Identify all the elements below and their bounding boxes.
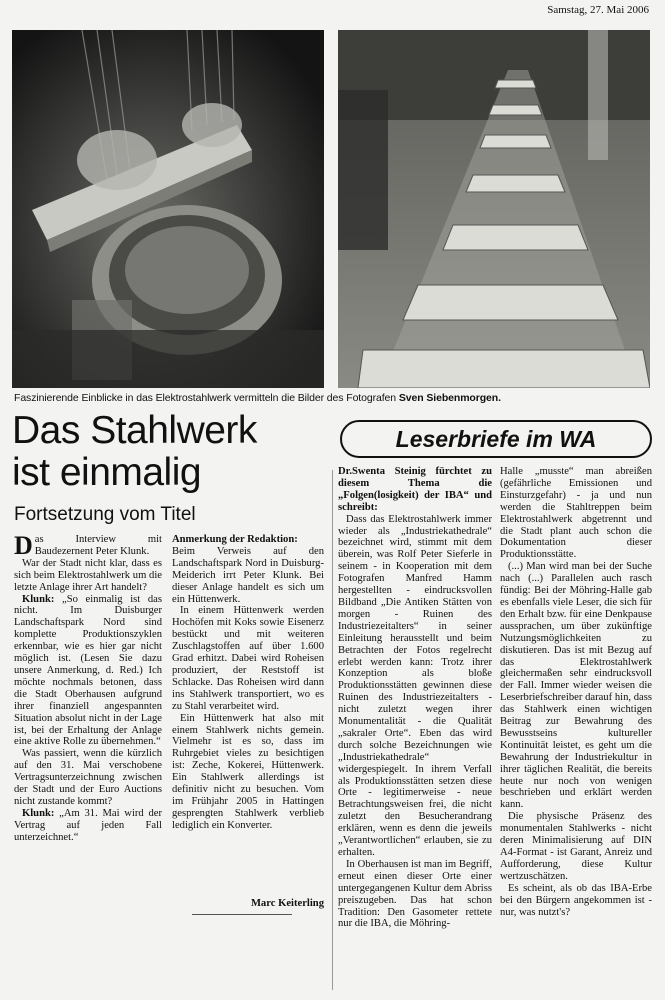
- editorial-paragraph: Ein Hüttenwerk hat also mit einem Stahlwerk nichts gemein. Vielmehr ist es so, dass im Ruhrgebiet vieles zu besichtigen ist: Zeche, Kokerei, Hüttenwerk. Ein Stahlwerk allerdings ist definitiv nicht zu besuchen. Vom im Frühjahr 2005 in Hattingen gesprengten Stahlwerk verblieb lediglich ein Konverter.: [172, 712, 324, 831]
- interview-intro: [14, 531, 162, 560]
- letter-column-2: [500, 466, 652, 918]
- speaker-label: Klunk:: [22, 807, 55, 819]
- editorial-paragraph: In einem Hüttenwerk werden Hochöfen mit Koks sowie Eisenerz bestückt und mit weiteren Zuschlagstoffen auf über 1.600 Grad erhitzt. Dabei wird Roheisen produziert, der Reststoff ist Schlacke. Das Roheisen wird dann ins Stahlwerk transportiert, wo es zu Stahl verarbeitet wird.: [172, 605, 324, 712]
- drop-cap: D: [14, 531, 33, 560]
- editorial-note-column: [172, 534, 324, 832]
- editorial-note-heading: Anmerkung der Redaktion:: [172, 534, 298, 545]
- photographer-credit: Sven Siebenmorgen.: [398, 392, 501, 404]
- letter-paragraph: Es scheint, als ob das IBA-Erbe bei den Bürgern angekommen ist - nur, was nutzt's?: [500, 882, 652, 918]
- photo-conveyor-line: [338, 30, 650, 388]
- editorial-paragraph: Beim Verweis auf den Landschaftspark Nord in Duisburg-Meiderich irrt Peter Klunk. Bei dieser Anlage handelt es sich um ein Hüttenwerk.: [172, 545, 324, 605]
- letter-paragraph: Dass das Elektrostahlwerk immer wieder als „Industriekathedrale“ bezeichnet wird, stimmt mit dem überein, was Rolf Peter Sieferle in seinem - in Kooperation mit dem Fotografen Manfred Hamm hergestellten - eindrucksvollen Bildband „Die Antiken Stätten von morgen - Ruinen des Industriezeitalters“ in seiner Einleitung herausstellt und beim Betrachten der Fotos regelrecht erlebt werden kann: Trotz ihrer Konzeption als bloße Produktionsstätten gewinnen diese Ruinen des Industriezeitalters - nicht zuletzt wegen ihrer Monumentalität - die Qualität „sakraler Orte“. Eben das wird durch solche Bezeichnungen wie „Industriekathedrale“ widergespiegelt. In ihrem Verfall als Produktionsstätten setzen diese Orte - legitimerweise - neue Betrachtungsweisen frei, die nicht zuletzt den Besucherandrang erklären, wenn es denn die jeweils „Verantwortlichen“ erlauben, sie zu erhalten.: [338, 513, 492, 858]
- letter-paragraph: Halle „musste“ man abreißen (gefährliche Emissionen und Einsturzgefahr) - ja und nun werden die Stahltreppen beim Elektrostahlwerk abgetrennt und die Stadt plant auch schon die Dokumentation dieser Produktionsstätte.: [500, 466, 652, 561]
- column-divider: [332, 470, 333, 990]
- interview-column: [14, 531, 162, 844]
- headline-line-1: Das Stahlwerk: [12, 409, 257, 452]
- divider-rule: [192, 914, 292, 915]
- issue-date: Samstag, 27. Mai 2006: [547, 4, 649, 16]
- caption-text: Faszinierende Einblicke in das Elektrostahlwerk vermitteln die Bilder des Fotografen: [14, 392, 399, 404]
- section-banner: Leserbriefe im WA: [340, 420, 652, 458]
- answer-text: „So einmalig ist das nicht. Im Duisburger Landschaftspark Nord sind komplette Produktionszyklen erkennbar, wie es hier gar nicht möglich ist. (Lesen Sie dazu unsere Anmerkung, d. Red.) Ich möchte nochmals betonen, dass die Stadt Oberhausen aufgrund ihrer finanziell angespannten Situation absolut nicht in der Lage ist, bei der Erhaltung der Anlage eine aktive Rolle zu übernehmen.“: [14, 593, 162, 748]
- subheadline: Fortsetzung vom Titel: [14, 504, 196, 525]
- letter-paragraph: Die physische Präsenz des monumentalen Stahlwerks - nicht deren Minimalisierung auf DIN A4-Format - ist Garant, Anreiz und Aufforderung, diese Kultur wertzuschätzen.: [500, 811, 652, 882]
- author-signature: Marc Keiterling: [250, 898, 324, 909]
- speaker-label: Klunk:: [22, 593, 55, 605]
- photo-caption: [14, 392, 654, 404]
- letter-intro: Dr.Swenta Steinig fürchtet zu diesem Thema die „Folgen(losigkeit) der IBA“ und schreibt:: [338, 466, 492, 513]
- photo-furnace-ladle: [12, 30, 324, 388]
- headline-line-2: ist einmalig: [12, 451, 202, 494]
- letter-column-1: [338, 466, 492, 930]
- interview-question-2: Was passiert, wenn die kürzlich auf den 31. Mai verschobene Vertragsunterzeichnung zwischen der Stadt und der Euro Auctions nicht zustande kommt?: [14, 748, 162, 807]
- headline: [12, 410, 332, 494]
- interview-answer-1: [14, 594, 162, 749]
- letter-paragraph: (...) Man wird man bei der Suche nach (...) Parallelen auch rasch fündig: Bei der Möhring-Halle gab es ebenfalls viele Leser, die sich für den Erhalt bzw. für eine Denkpause aussprachen, um über zukünftige Nutzungsmöglichkeiten zu diskutieren. Das ist mit Bezug auf das Elektrostahlwerk gleichermaßen sehr eindrucksvoll der Fall. Immer wieder weisen die Leserbriefschreiber darauf hin, dass das Stahlwerk einen wichtigen Beitrag zur Bewahrung des Bewusstseins kultureller Kontinuität leistet, es geht um die Bewahrung der Industriekultur in ihrer täglichen Realität, die bereits heute nur noch von wenigen beschrieben und erklärt werden kann.: [500, 561, 652, 811]
- answer-text: „Am 31. Mai wird der Vertrag auf jeden Fall unterzeichnet.“: [14, 807, 162, 843]
- interview-question-1: War der Stadt nicht klar, dass es sich beim Elektrostahlwerk um die letzte Anlage ihrer Art handelt?: [14, 557, 162, 593]
- interview-answer-2: [14, 808, 162, 844]
- interview-intro-text: as Interview mit Baudezernent Peter Klunk.: [34, 534, 162, 557]
- letter-paragraph: In Oberhausen ist man im Begriff, erneut einen dieser Orte einer untergegangenen Kultur dem Abriss preiszugeben. Das hat schon Tradition: Den Gasometer rettete nur die IBA, die Möhring-: [338, 858, 492, 930]
